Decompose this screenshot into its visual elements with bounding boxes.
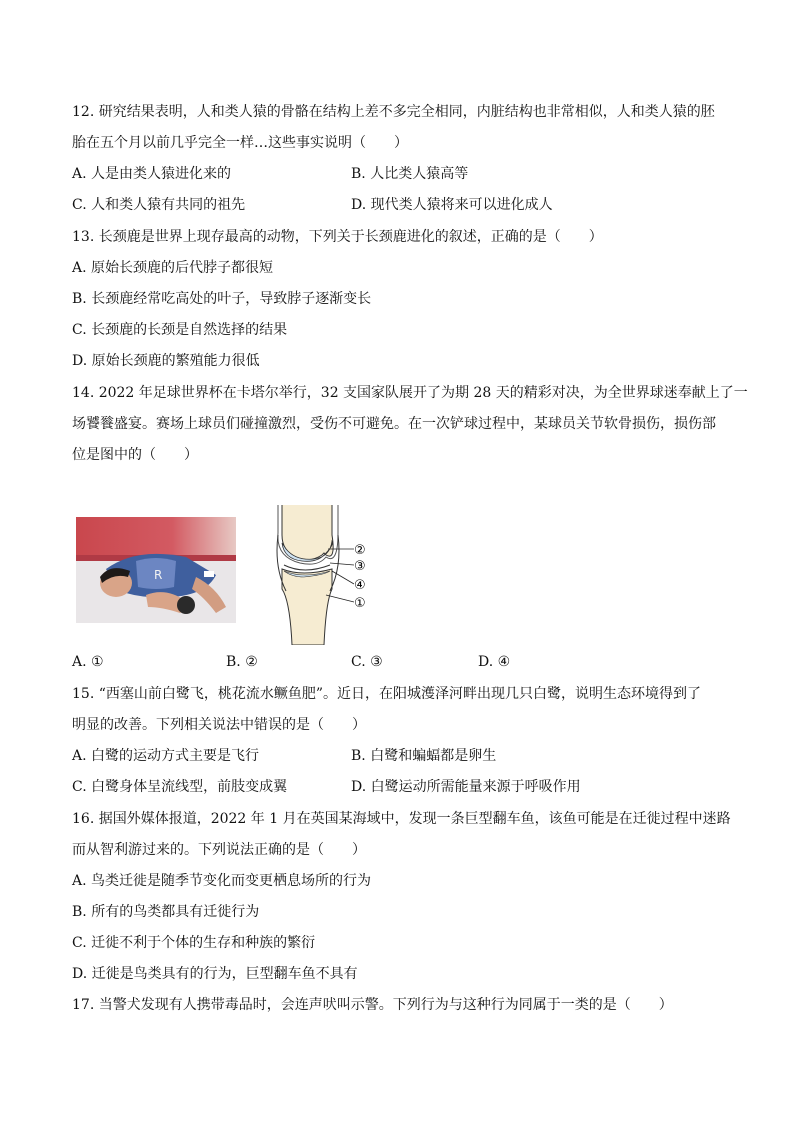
q15-option-a: A. 白鹭的运动方式主要是飞行 xyxy=(72,748,260,764)
label-3: ③ xyxy=(354,559,366,574)
injured-player-photo xyxy=(76,517,236,623)
q13-stem: 13. 长颈鹿是世界上现存最高的动物，下列关于长颈鹿进化的叙述，正确的是（ ） xyxy=(72,229,603,245)
q15-stem-line1: 15. “西塞山前白鹭飞，桃花流水鳜鱼肥”。近日，在阳城濩泽河畔出现几只白鹭，说明生态环境得到了 xyxy=(72,686,702,702)
q14-option-a: A. ① xyxy=(72,654,104,670)
q15-stem-line2: 明显的改善。下列相关说法中错误的是（ ） xyxy=(72,717,366,733)
q14-stem-line3: 位是图中的（ ） xyxy=(72,447,198,463)
q15-option-c: C. 白鹭身体呈流线型，前肢变成翼 xyxy=(72,779,288,795)
label-1: ① xyxy=(354,596,366,611)
q14-stem-line1: 14. 2022 年足球世界杯在卡塔尔举行，32 支国家队展开了为期 28 天的精彩对决，为全世界球迷奉献上了一 xyxy=(72,385,748,401)
q16-option-d: D. 迁徙是鸟类具有的行为，巨型翻车鱼不具有 xyxy=(72,966,358,982)
q14-figure xyxy=(74,505,404,645)
q14-option-c: C. ③ xyxy=(351,654,383,670)
q13-option-b: B. 长颈鹿经常吃高处的叶子，导致脖子逐渐变长 xyxy=(72,291,372,307)
q13-option-c: C. 长颈鹿的长颈是自然选择的结果 xyxy=(72,322,288,338)
q13-option-a: A. 原始长颈鹿的后代脖子都很短 xyxy=(72,260,274,276)
q14-stem-line2: 场饕餮盛宴。赛场上球员们碰撞激烈，受伤不可避免。在一次铲球过程中，某球员关节软骨损伤，损伤部 xyxy=(72,416,716,432)
q16-option-a: A. 鸟类迁徙是随季节变化而变更栖息场所的行为 xyxy=(72,873,372,889)
knee-joint-diagram xyxy=(274,505,404,645)
q12-stem-line2: 胎在五个月以前几乎完全一样…这些事实说明（ ） xyxy=(72,135,408,151)
q16-stem-line1: 16. 据国外媒体报道，2022 年 1 月在英国某海域中，发现一条巨型翻车鱼，该鱼可能是在迁徙过程中迷路 xyxy=(72,811,731,827)
q12-option-b: B. 人比类人猿高等 xyxy=(351,166,469,182)
q12-option-d: D. 现代类人猿将来可以进化成人 xyxy=(351,197,553,213)
q14-option-b: B. ② xyxy=(226,654,258,670)
q15-option-b: B. 白鹭和蝙蝠都是卵生 xyxy=(351,748,497,764)
label-2: ② xyxy=(354,543,366,558)
q16-option-b: B. 所有的鸟类都具有迁徙行为 xyxy=(72,904,260,920)
q16-option-c: C. 迁徙不利于个体的生存和种族的繁衍 xyxy=(72,935,316,951)
q12-option-a: A. 人是由类人猿进化来的 xyxy=(72,166,232,182)
q17-stem: 17. 当警犬发现有人携带毒品时，会连声吠叫示警。下列行为与这种行为同属于一类的是（ ） xyxy=(72,997,673,1013)
q16-stem-line2: 而从智利游过来的。下列说法正确的是（ ） xyxy=(72,842,366,858)
svg-text:R: R xyxy=(154,568,163,582)
q12-stem-line1: 12. 研究结果表明，人和类人猿的骨骼在结构上差不多完全相同，内脏结构也非常相似，人和类人猿的胚 xyxy=(72,104,715,120)
q14-option-d: D. ④ xyxy=(478,654,511,670)
label-4: ④ xyxy=(354,578,366,593)
q12-option-c: C. 人和类人猿有共同的祖先 xyxy=(72,197,246,213)
q13-option-d: D. 原始长颈鹿的繁殖能力很低 xyxy=(72,353,260,369)
q15-option-d: D. 白鹭运动所需能量来源于呼吸作用 xyxy=(351,779,581,795)
